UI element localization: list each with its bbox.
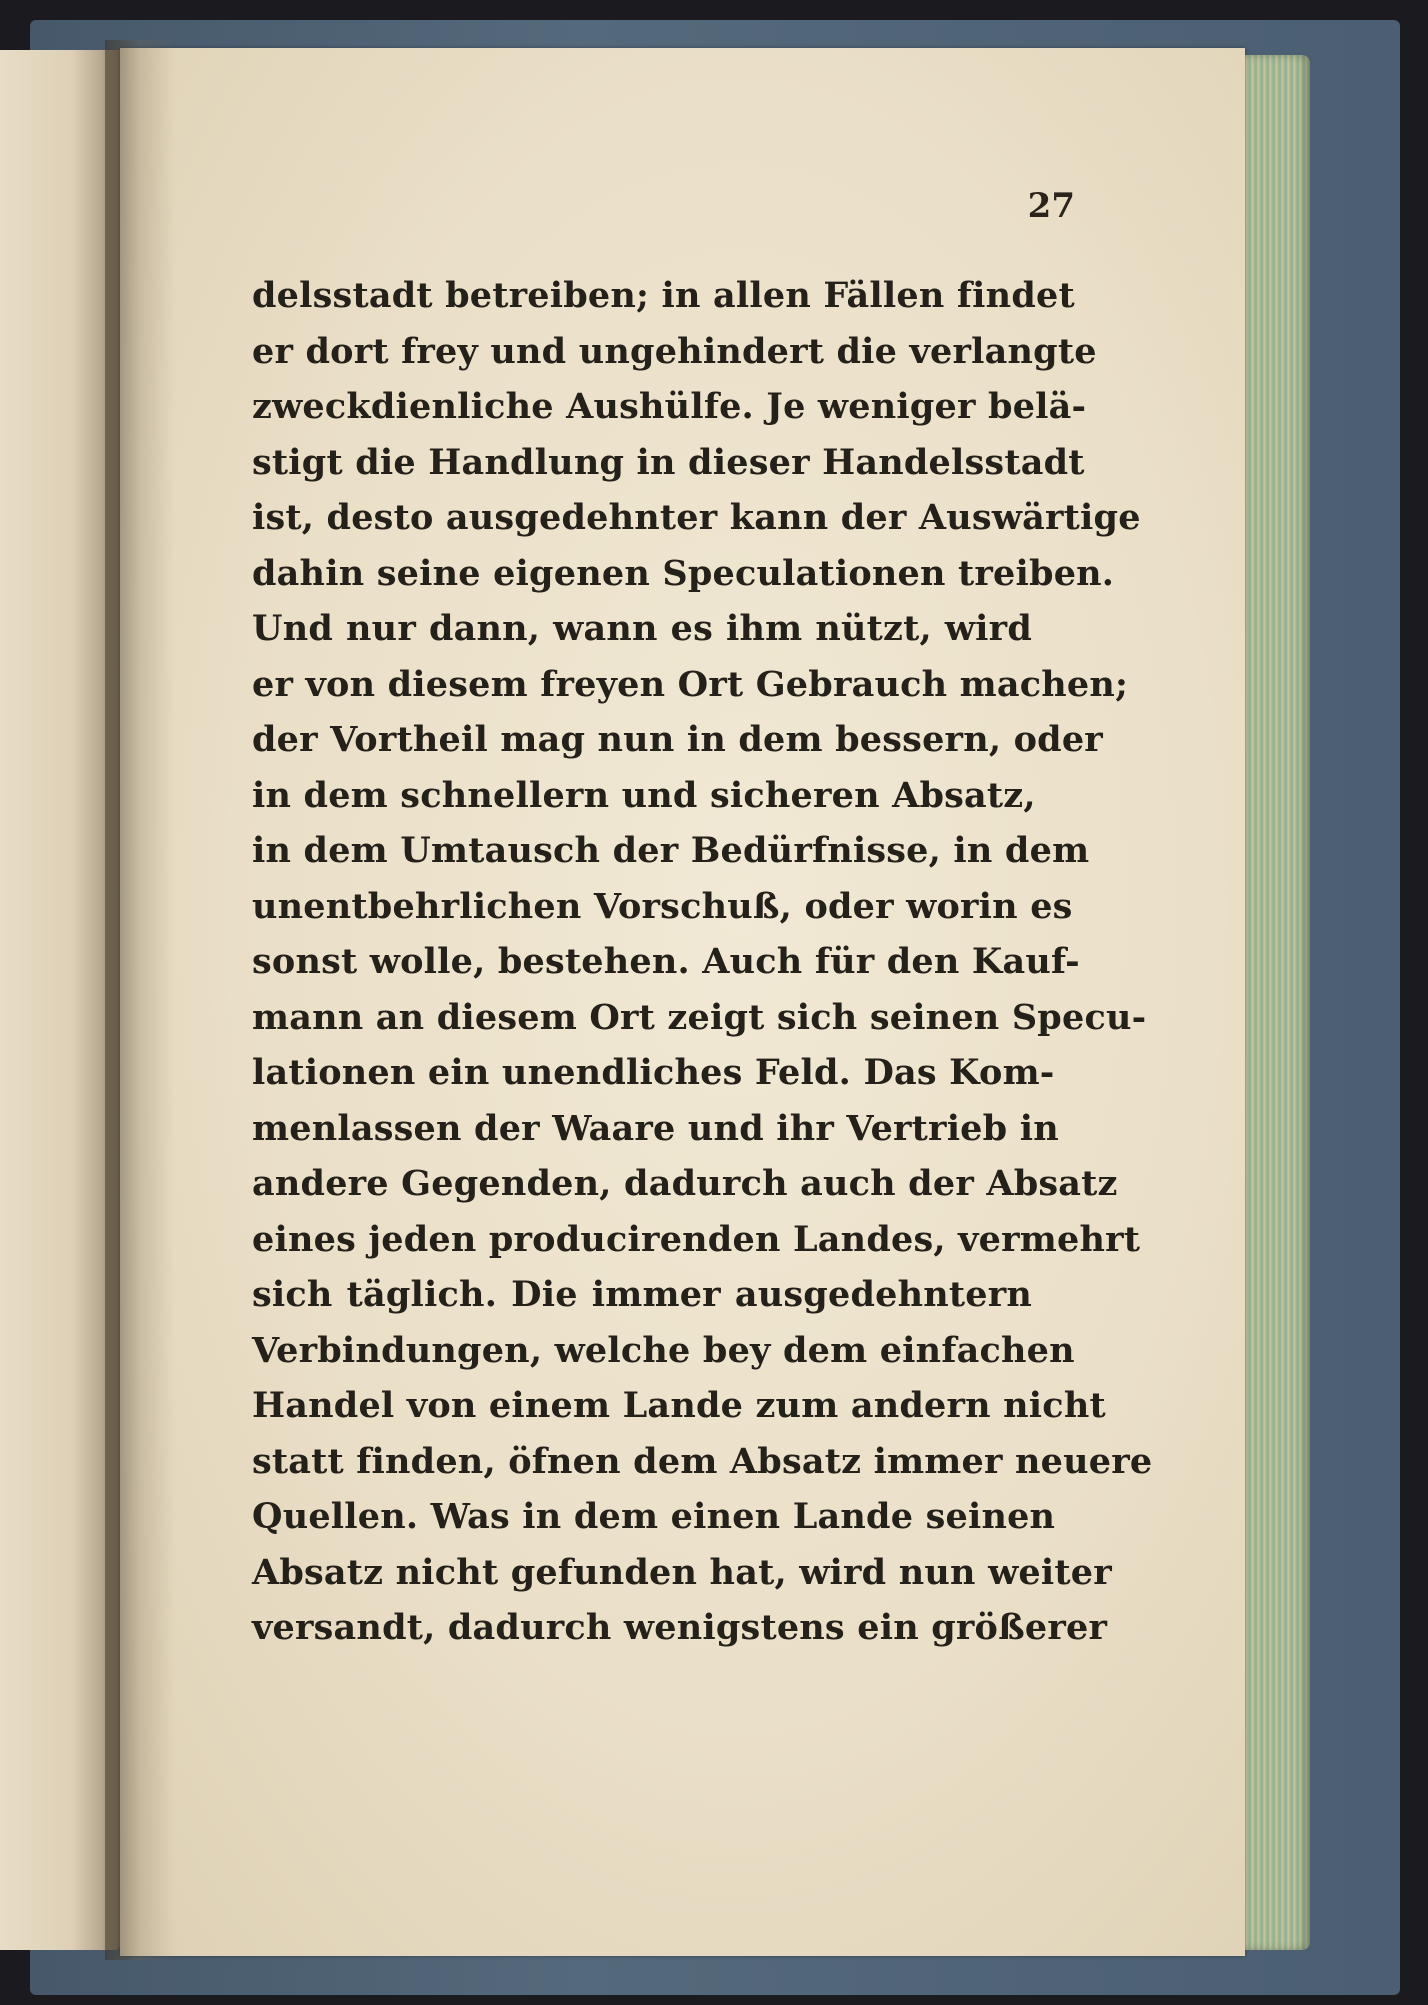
text-line: ist, desto ausgedehnter kann der Auswärtige	[252, 497, 1141, 538]
page-number: 27	[1027, 186, 1075, 226]
text-line: der Vortheil mag nun in dem bessern, oder	[252, 719, 1103, 760]
text-line: sonst wolle, bestehen. Auch für den Kauf-	[252, 941, 1080, 982]
text-line: dahin seine eigenen Speculationen treiben.	[252, 552, 1115, 594]
text-line: versandt, dadurch wenigstens ein größerer	[252, 1607, 1108, 1648]
text-line: unentbehrlichen Vorschuß, oder worin es	[252, 885, 1073, 927]
book-page	[120, 48, 1245, 1956]
text-line: Quellen. Was in dem einen Lande seinen	[252, 1496, 1056, 1537]
text-line: eines jeden producirenden Landes, vermehrt	[252, 1218, 1141, 1260]
text-line: lationen ein unendliches Feld. Das Kom-	[252, 1052, 1055, 1093]
text-line: menlassen der Waare und ihr Vertrieb in	[252, 1107, 1059, 1149]
text-line: in dem Umtausch der Bedürfnisse, in dem	[252, 830, 1090, 871]
text-line: er dort frey und ungehindert die verlangte	[252, 330, 1097, 372]
text-line: in dem schnellern und sicheren Absatz,	[252, 774, 1036, 816]
text-line: andere Gegenden, dadurch auch der Absatz	[252, 1163, 1118, 1204]
text-line: stigt die Handlung in dieser Handelsstadt	[252, 441, 1085, 483]
previous-page-edge	[0, 50, 120, 1950]
text-line: Absatz nicht gefunden hat, wird nun weiter	[252, 1551, 1112, 1593]
body-text	[252, 268, 1153, 1656]
text-line: mann an diesem Ort zeigt sich seinen Specu-	[252, 996, 1147, 1038]
text-line: delsstadt betreiben; in allen Fällen findet	[252, 275, 1075, 316]
text-line: sich täglich. Die immer ausgedehntern	[252, 1274, 1032, 1315]
text-line: Handel von einem Lande zum andern nicht	[252, 1385, 1106, 1426]
text-line: er von diesem freyen Ort Gebrauch machen;	[252, 663, 1129, 705]
text-line: Und nur dann, wann es ihm nützt, wird	[252, 608, 1032, 649]
text-line: zweckdienliche Aushülfe. Je weniger belä-	[252, 386, 1087, 427]
text-line: statt finden, öfnen dem Absatz immer neuere	[252, 1440, 1153, 1482]
text-line: Verbindungen, welche bey dem einfachen	[252, 1329, 1075, 1371]
